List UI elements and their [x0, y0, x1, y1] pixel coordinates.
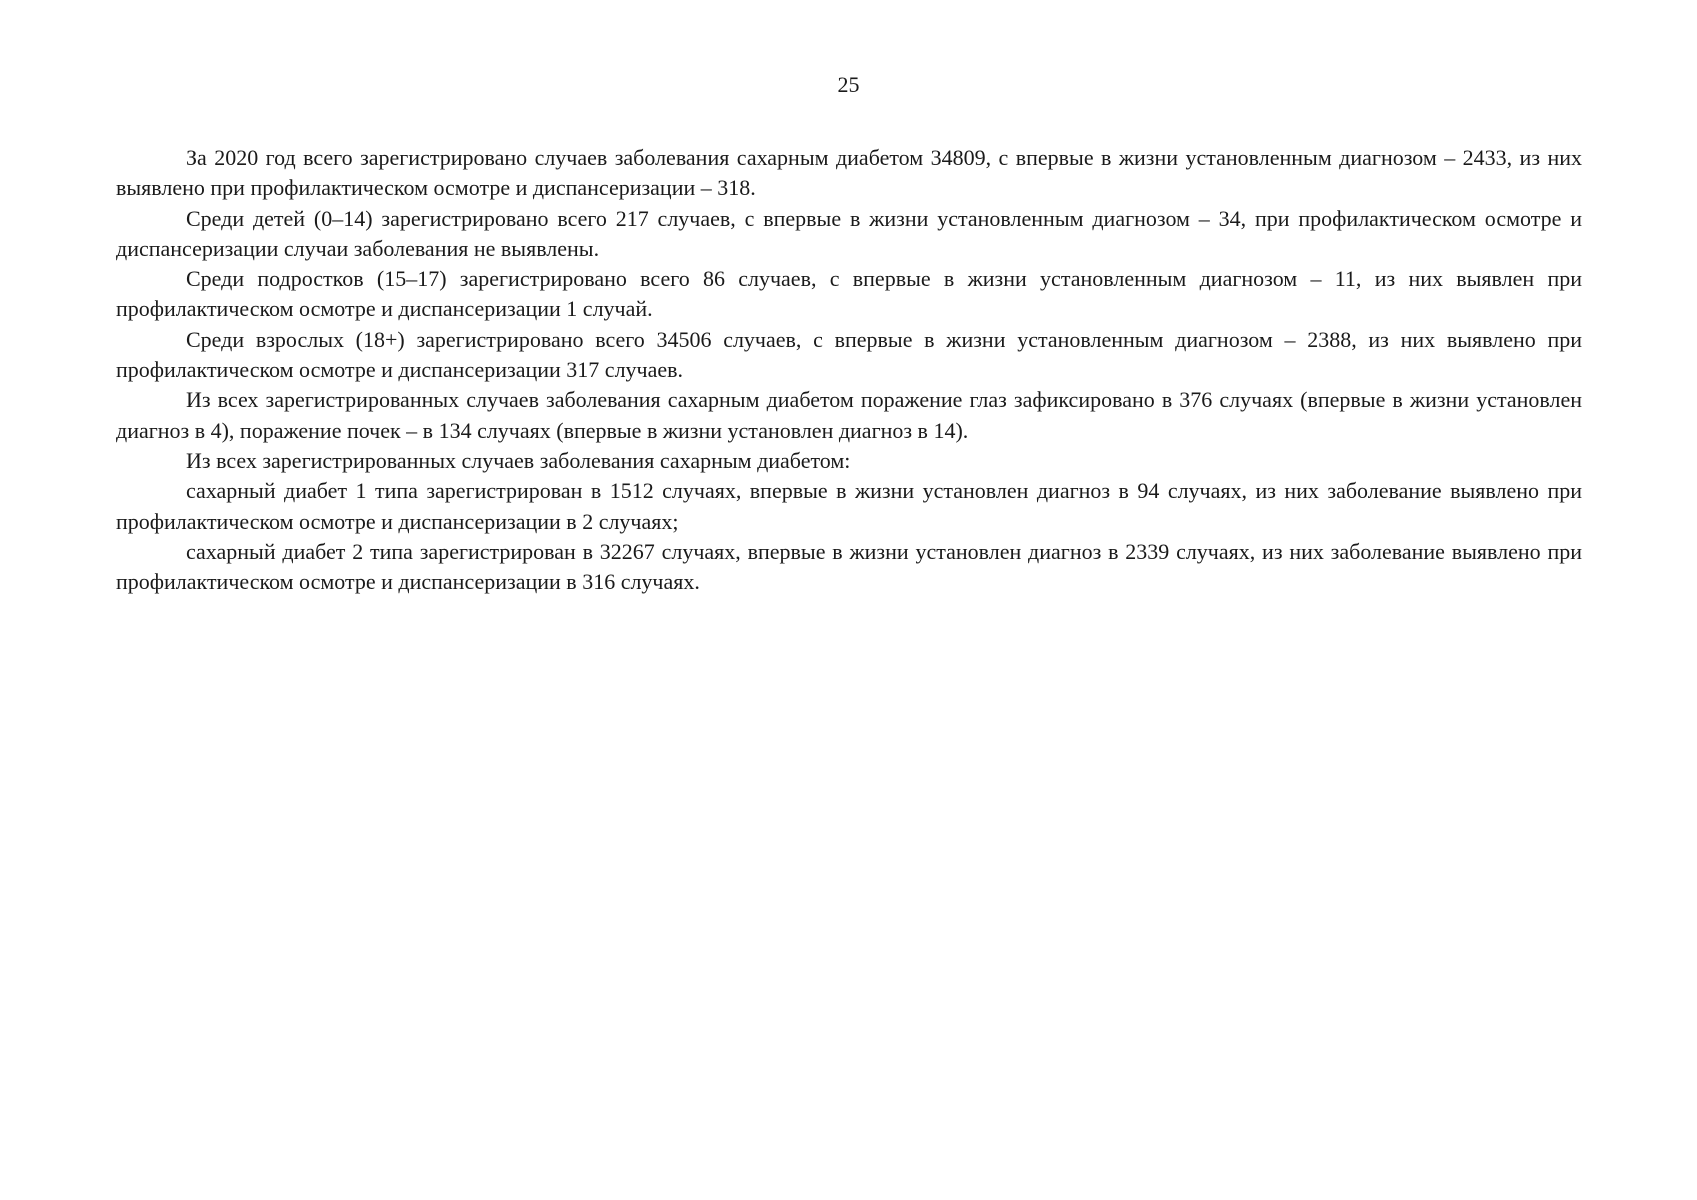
page-number: 25	[837, 72, 860, 97]
paragraph-types-intro: Из всех зарегистрированных случаев заболевания сахарным диабетом:	[186, 447, 851, 473]
paragraph-type-2: сахарный диабет 2 типа зарегистрирован в 32267 случаях, впервые в жизни установлен диагноз в 2339 случаях, из них заболевание выявлено при профилактическом осмотре и диспансеризации в 316 случаях.	[116, 538, 1582, 595]
paragraph-adults: Среди взрослых (18+) зарегистрировано всего 34506 случаев, с впервые в жизни установленным диагнозом – 2388, из них выявлено при профилактическом осмотре и диспансеризации 317 случаев.	[116, 326, 1582, 383]
paragraph-adolescents: Среди подростков (15–17) зарегистрировано всего 86 случаев, с впервые в жизни установленным диагнозом – 11, из них выявлен при профилактическом осмотре и диспансеризации 1 случай.	[116, 266, 1582, 322]
paragraph-complications: Из всех зарегистрированных случаев заболевания сахарным диабетом поражение глаз зафиксировано в 376 случаях (впервые в жизни установлен диагноз в 4), поражение почек – в 134 случаях (впервые в жизни установлен диагноз в 14).	[116, 387, 1582, 443]
paragraph-type-1: сахарный диабет 1 типа зарегистрирован в 1512 случаях, впервые в жизни установлен диагноз в 94 случаях, из них заболевание выявлено при профилактическом осмотре и диспансеризации в 2 случаях;	[116, 478, 1582, 534]
paragraph-total-cases: За 2020 год всего зарегистрировано случаев заболевания сахарным диабетом 34809, с впервые в жизни установленным диагнозом – 2433, из них выявлено при профилактическом осмотре и диспансеризации – 318.	[116, 145, 1582, 201]
paragraph-children: Среди детей (0–14) зарегистрировано всего 217 случаев, с впервые в жизни установленным диагнозом – 34, при профилактическом осмотре и диспансеризации случаи заболевания не выявлены.	[116, 205, 1582, 261]
body-text	[116, 143, 1582, 597]
